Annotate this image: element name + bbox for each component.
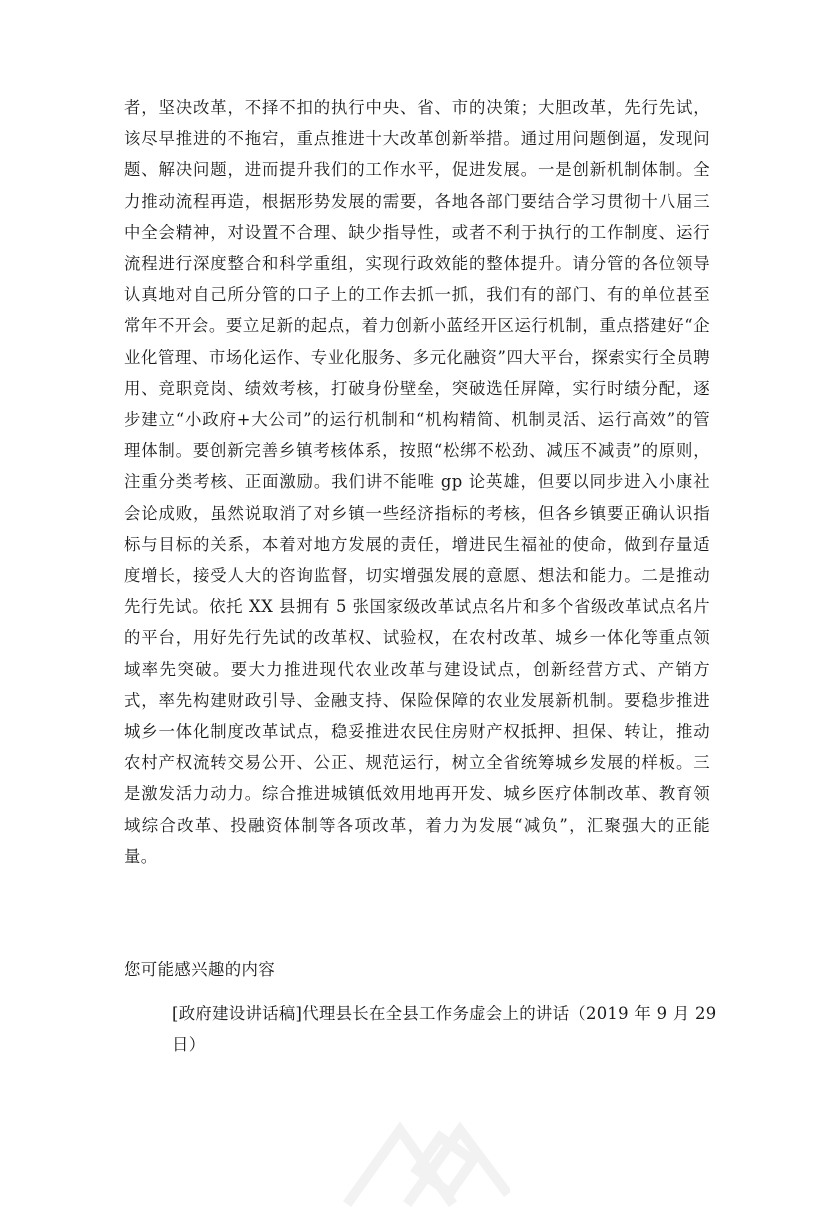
related-content-heading: 您可能感兴趣的内容 bbox=[124, 960, 276, 979]
related-link[interactable]: [政府建设讲话稿]代理县长在全县工作务虚会上的讲话（2019 年 9 月 29 日） bbox=[172, 1004, 717, 1054]
watermark-logo-icon bbox=[330, 1090, 510, 1210]
related-content-list bbox=[172, 998, 720, 1060]
document-body-paragraph: 者，坚决改革，不择不扣的执行中央、省、市的决策；大胆改革，先行先试，该尽早推进的不拖宕，重点推进十大改革创新举措。通过用问题倒逼，发现问题、解决问题，进而提升我们的工作水平，促进发展。一是创新机制体制。全力推动流程再造，根据形势发展的需要，各地各部门要结合学习贯彻十八届三中全会精神，对设置不合理、缺少指导性，或者不利于执行的工作制度、运行流程进行深度整合和科学重组，实现行政效能的整体提升。请分管的各位领导认真地对自己所分管的口子上的工作去抓一抓，我们有的部门、有的单位甚至常年不开会。要立足新的起点，着力创新小蓝经开区运行机制，重点搭建好“企业化管理、市场化运作、专业化服务、多元化融资”四大平台，探索实行全员聘用、竞职竞岗、绩效考核，打破身份壁垒，突破选任屏障，实行时绩分配，逐步建立“小政府+大公司”的运行机制和“机构精简、机制灵活、运行高效”的管理体制。要创新完善乡镇考核体系，按照“松绑不松劲、减压不减责”的原则，注重分类考核、正面激励。我们讲不能唯 gp 论英雄，但要以同步进入小康社会论成败，虽然说取消了对乡镇一些经济指标的考核，但各乡镇要正确认识指标与目标的关系，本着对地方发展的责任，增进民生福祉的使命，做到存量适度增长，接受人大的咨询监督，切实增强发展的意愿、想法和能力。二是推动先行先试。依托 XX 县拥有 5 张国家级改革试点名片和多个省级改革试点名片的平台，用好先行先试的改革权、试验权，在农村改革、城乡一体化等重点领域率先突破。要大力推进现代农业改革与建设试点，创新经营方式、产销方式，率先构建财政引导、金融支持、保险保障的农业发展新机制。要稳步推进城乡一体化制度改革试点，稳妥推进农民住房财产权抵押、担保、转让，推动农村产权流转交易公开、公正、规范运行，树立全省统筹城乡发展的样板。三是激发活力动力。综合推进城镇低效用地再开发、城乡医疗体制改革、教育领域综合改革、投融资体制等各项改革，着力为发展“减负”，汇聚强大的正能量。 bbox=[124, 98, 710, 866]
